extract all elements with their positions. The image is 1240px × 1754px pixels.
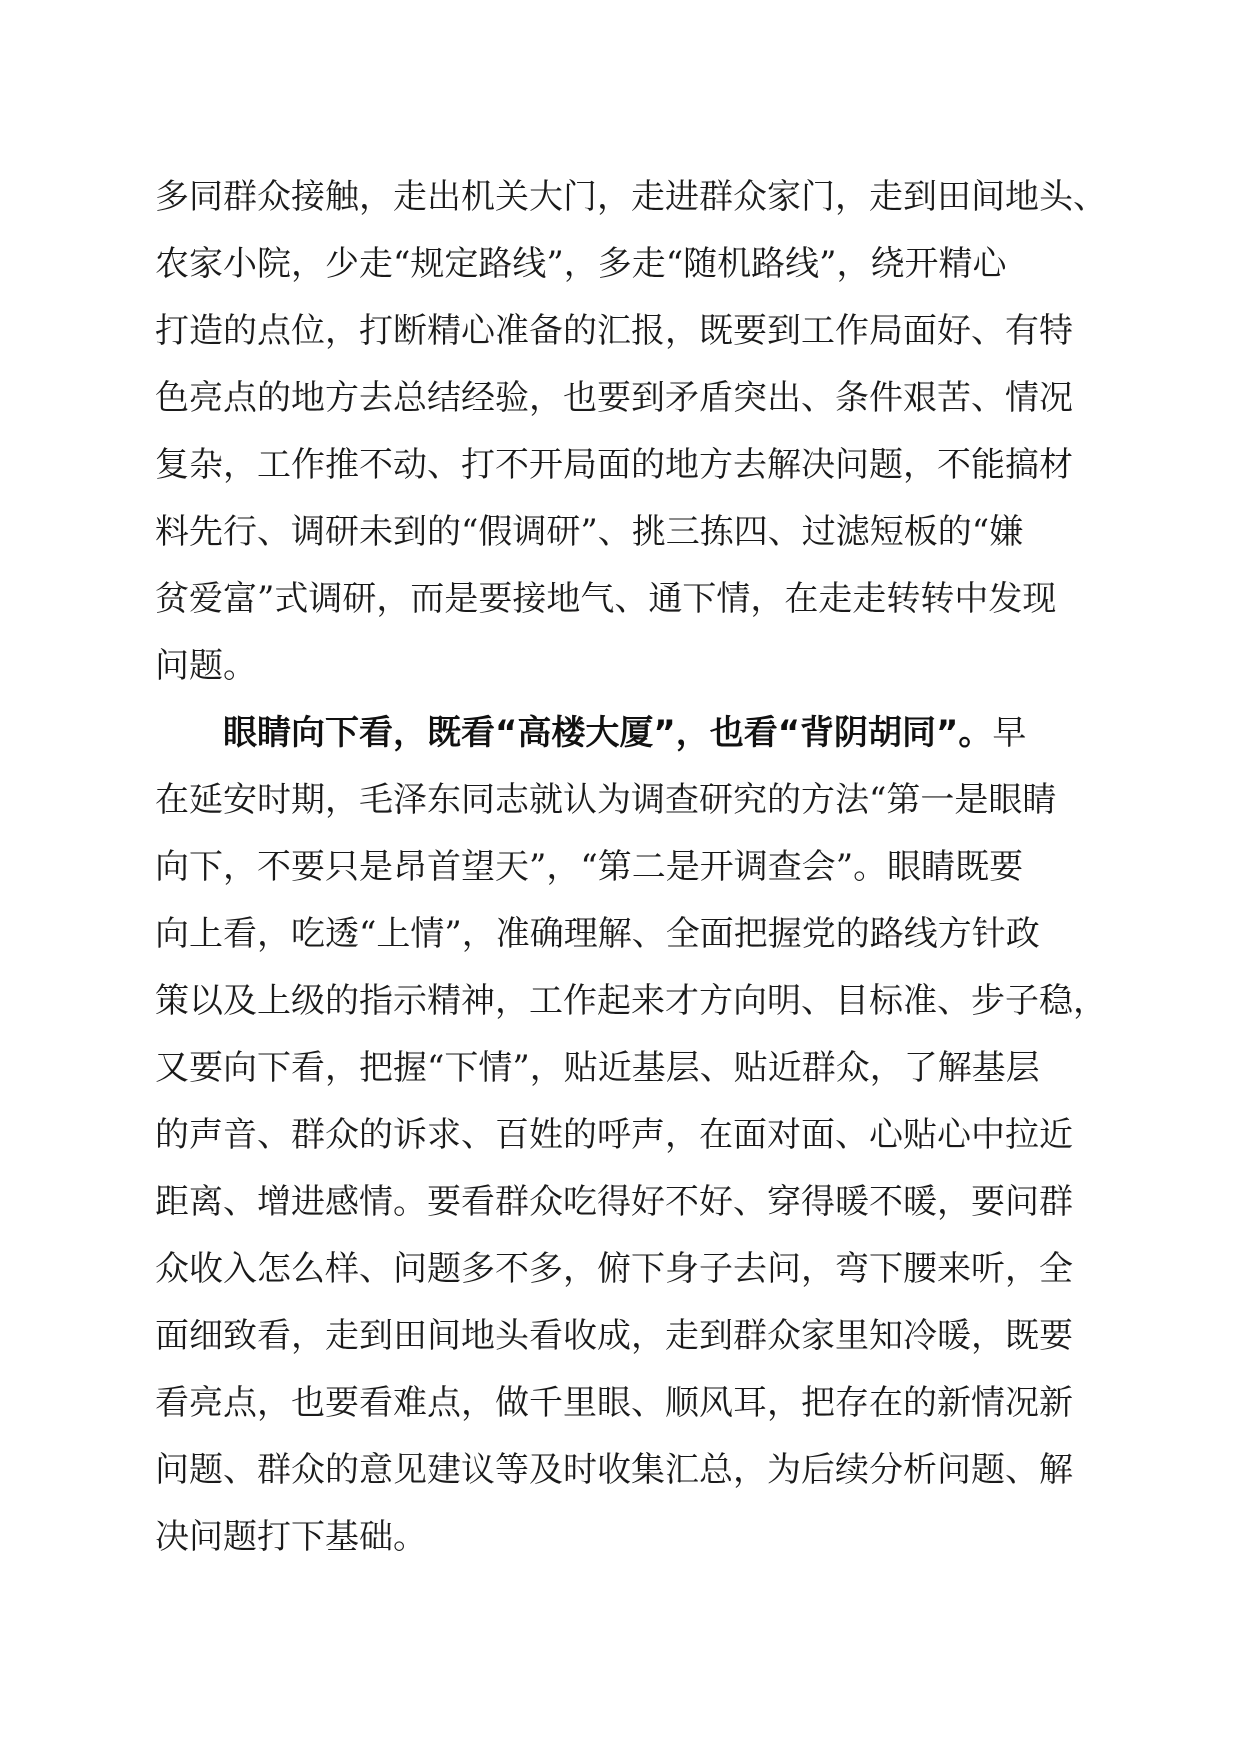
text-span: 早	[992, 713, 1027, 753]
text-line: 料先行、调研未到的“假调研”、挑三拣四、过滤短板的“嫌	[155, 512, 1024, 552]
paragraph-first-line	[155, 700, 1090, 767]
text-line: 复杂，工作推不动、打不开局面的地方去解决问题，不能搞材	[155, 445, 1073, 485]
text-line: 决问题打下基础。	[155, 1517, 427, 1557]
text-line: 问题。	[155, 646, 257, 686]
text-line: 问题、群众的意见建议等及时收集汇总，为后续分析问题、解	[155, 1450, 1073, 1490]
text-line: 面细致看，走到田间地头看收成，走到群众家里知冷暖，既要	[155, 1316, 1073, 1356]
document-body	[155, 164, 1107, 1571]
text-line: 在延安时期，毛泽东同志就认为调查研究的方法“第一是眼睛	[155, 780, 1057, 820]
text-line: 距离、增进感情。要看群众吃得好不好、穿得暖不暖，要问群	[155, 1182, 1073, 1222]
text-line: 众收入怎么样、问题多不多，俯下身子去问，弯下腰来听，全	[155, 1249, 1073, 1289]
paragraph-2	[155, 700, 1107, 1571]
text-line: 打造的点位，打断精心准备的汇报，既要到工作局面好、有特	[155, 311, 1073, 351]
text-line: 看亮点，也要看难点，做千里眼、顺风耳，把存在的新情况新	[155, 1383, 1073, 1423]
paragraph-heading: 眼睛向下看，既看“高楼大厦”，也看“背阴胡同”。	[223, 713, 993, 753]
text-line: 策以及上级的指示精神，工作起来才方向明、目标准、步子稳，	[155, 981, 1107, 1021]
text-line: 色亮点的地方去总结经验，也要到矛盾突出、条件艰苦、情况	[155, 378, 1073, 418]
text-line: 多同群众接触，走出机关大门，走进群众家门，走到田间地头、	[155, 177, 1107, 217]
text-line: 贫爱富”式调研，而是要接地气、通下情，在走走转转中发现	[155, 579, 1057, 619]
text-line: 的声音、群众的诉求、百姓的呼声，在面对面、心贴心中拉近	[155, 1115, 1073, 1155]
text-line: 又要向下看，把握“下情”，贴近基层、贴近群众，了解基层	[155, 1048, 1040, 1088]
text-line: 向上看，吃透“上情”，准确理解、全面把握党的路线方针政	[155, 914, 1040, 954]
paragraph-1	[155, 164, 1107, 700]
text-line: 向下，不要只是昂首望天”，“第二是开调查会”。眼睛既要	[155, 847, 1024, 887]
text-line: 农家小院，少走“规定路线”，多走“随机路线”，绕开精心	[155, 244, 1007, 284]
